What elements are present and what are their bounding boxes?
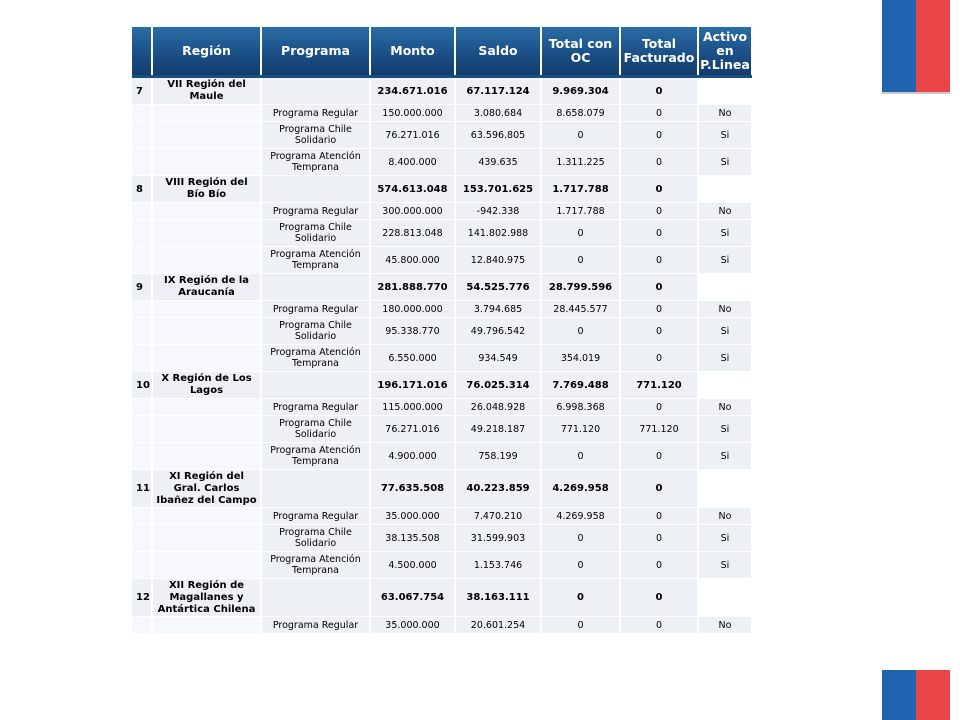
program-monto: 6.550.000: [370, 345, 455, 372]
program-saldo: 26.048.928: [455, 399, 541, 416]
header-total-facturado: Total Facturado: [620, 27, 698, 75]
program-activo: Si: [698, 552, 752, 579]
program-activo: Si: [698, 525, 752, 552]
program-total-oc: 0: [541, 220, 620, 247]
program-total-facturado: 0: [620, 247, 698, 274]
program-monto: 8.400.000: [370, 149, 455, 176]
budget-table-container: [132, 27, 752, 634]
region-monto: 63.067.754: [370, 579, 455, 617]
region-total-oc: 28.799.596: [541, 274, 620, 301]
program-total-oc: 0: [541, 247, 620, 274]
region-activo: [698, 274, 752, 301]
header-saldo: Saldo: [455, 27, 541, 75]
program-activo: Si: [698, 416, 752, 443]
program-total-facturado: 0: [620, 508, 698, 525]
program-saldo: 31.599.903: [455, 525, 541, 552]
program-row: [132, 508, 752, 525]
region-row: [132, 274, 752, 301]
program-total-facturado: 0: [620, 301, 698, 318]
program-activo: No: [698, 301, 752, 318]
region-num: 12: [132, 579, 152, 617]
program-row: [132, 443, 752, 470]
region-row: [132, 78, 752, 105]
program-num-blank: [132, 525, 152, 552]
region-row: [132, 470, 752, 508]
region-total-facturado: 0: [620, 176, 698, 203]
program-saldo: 49.796.542: [455, 318, 541, 345]
region-monto: 234.671.016: [370, 78, 455, 105]
table-body: [132, 78, 752, 634]
program-monto: 115.000.000: [370, 399, 455, 416]
program-monto: 76.271.016: [370, 416, 455, 443]
program-region-blank: [152, 301, 261, 318]
program-monto: 38.135.508: [370, 525, 455, 552]
region-row: [132, 579, 752, 617]
program-monto: 45.800.000: [370, 247, 455, 274]
program-activo: No: [698, 508, 752, 525]
program-total-oc: 0: [541, 552, 620, 579]
program-region-blank: [152, 220, 261, 247]
budget-table: [132, 27, 753, 634]
program-total-facturado: 0: [620, 149, 698, 176]
region-total-facturado: 0: [620, 579, 698, 617]
program-name: Programa Regular: [261, 203, 370, 220]
program-num-blank: [132, 247, 152, 274]
header-activo: Activo en P.Linea: [698, 27, 752, 75]
region-activo: [698, 78, 752, 105]
program-name: Programa Atención Temprana: [261, 345, 370, 372]
region-name: VIII Región del Bío Bío: [152, 176, 261, 203]
program-region-blank: [152, 149, 261, 176]
program-total-facturado: 0: [620, 617, 698, 634]
program-name: Programa Atención Temprana: [261, 149, 370, 176]
program-activo: Si: [698, 443, 752, 470]
program-num-blank: [132, 318, 152, 345]
program-region-blank: [152, 345, 261, 372]
region-num: 8: [132, 176, 152, 203]
program-monto: 35.000.000: [370, 617, 455, 634]
program-saldo: -942.338: [455, 203, 541, 220]
program-total-facturado: 0: [620, 552, 698, 579]
program-region-blank: [152, 247, 261, 274]
program-total-facturado: 0: [620, 399, 698, 416]
flag-decoration-bottom: [882, 670, 950, 720]
program-total-facturado: 0: [620, 105, 698, 122]
program-region-blank: [152, 443, 261, 470]
program-name: Programa Atención Temprana: [261, 552, 370, 579]
program-region-blank: [152, 318, 261, 345]
program-total-facturado: 0: [620, 525, 698, 552]
program-monto: 35.000.000: [370, 508, 455, 525]
program-monto: 4.500.000: [370, 552, 455, 579]
region-name: XII Región de Magallanes y Antártica Chilena: [152, 579, 261, 617]
region-saldo: 54.525.776: [455, 274, 541, 301]
program-saldo: 439.635: [455, 149, 541, 176]
program-total-oc: 1.717.788: [541, 203, 620, 220]
region-activo: [698, 579, 752, 617]
program-activo: Si: [698, 247, 752, 274]
program-name: Programa Regular: [261, 399, 370, 416]
region-monto: 77.635.508: [370, 470, 455, 508]
program-saldo: 141.802.988: [455, 220, 541, 247]
program-row: [132, 416, 752, 443]
program-name: Programa Chile Solidario: [261, 525, 370, 552]
region-saldo: 38.163.111: [455, 579, 541, 617]
program-row: [132, 399, 752, 416]
program-row: [132, 525, 752, 552]
program-total-oc: 0: [541, 617, 620, 634]
program-total-oc: 0: [541, 525, 620, 552]
region-total-oc: 1.717.788: [541, 176, 620, 203]
program-region-blank: [152, 552, 261, 579]
program-region-blank: [152, 203, 261, 220]
program-region-blank: [152, 399, 261, 416]
region-activo: [698, 372, 752, 399]
program-total-oc: 1.311.225: [541, 149, 620, 176]
program-num-blank: [132, 443, 152, 470]
region-num: 9: [132, 274, 152, 301]
program-name: Programa Regular: [261, 105, 370, 122]
header-total-oc: Total con OC: [541, 27, 620, 75]
region-total-oc: 4.269.958: [541, 470, 620, 508]
program-row: [132, 122, 752, 149]
program-total-facturado: 0: [620, 203, 698, 220]
program-saldo: 63.596.805: [455, 122, 541, 149]
region-row: [132, 176, 752, 203]
program-saldo: 934.549: [455, 345, 541, 372]
program-name: Programa Regular: [261, 508, 370, 525]
program-saldo: 3.080.684: [455, 105, 541, 122]
program-activo: Si: [698, 220, 752, 247]
program-num-blank: [132, 122, 152, 149]
region-total-facturado: 0: [620, 470, 698, 508]
program-monto: 300.000.000: [370, 203, 455, 220]
region-saldo: 67.117.124: [455, 78, 541, 105]
program-saldo: 3.794.685: [455, 301, 541, 318]
program-row: [132, 203, 752, 220]
program-monto: 228.813.048: [370, 220, 455, 247]
region-num: 10: [132, 372, 152, 399]
program-activo: No: [698, 105, 752, 122]
program-row: [132, 552, 752, 579]
program-num-blank: [132, 220, 152, 247]
region-programa: [261, 579, 370, 617]
region-row: [132, 372, 752, 399]
program-row: [132, 301, 752, 318]
program-saldo: 1.153.746: [455, 552, 541, 579]
region-programa: [261, 470, 370, 508]
program-name: Programa Atención Temprana: [261, 443, 370, 470]
program-num-blank: [132, 203, 152, 220]
region-programa: [261, 372, 370, 399]
region-name: XI Región del Gral. Carlos Ibañez del Campo: [152, 470, 261, 508]
program-total-facturado: 0: [620, 345, 698, 372]
program-total-oc: 8.658.079: [541, 105, 620, 122]
program-region-blank: [152, 416, 261, 443]
program-num-blank: [132, 345, 152, 372]
region-programa: [261, 176, 370, 203]
program-activo: No: [698, 203, 752, 220]
header-programa: Programa: [261, 27, 370, 75]
program-monto: 4.900.000: [370, 443, 455, 470]
program-total-facturado: 0: [620, 220, 698, 247]
program-activo: Si: [698, 149, 752, 176]
program-row: [132, 247, 752, 274]
program-name: Programa Chile Solidario: [261, 416, 370, 443]
program-total-oc: 0: [541, 122, 620, 149]
program-total-oc: 0: [541, 443, 620, 470]
program-name: Programa Chile Solidario: [261, 122, 370, 149]
program-activo: No: [698, 399, 752, 416]
region-activo: [698, 470, 752, 508]
program-total-facturado: 0: [620, 318, 698, 345]
program-name: Programa Regular: [261, 301, 370, 318]
program-row: [132, 318, 752, 345]
program-row: [132, 345, 752, 372]
program-activo: Si: [698, 122, 752, 149]
region-monto: 574.613.048: [370, 176, 455, 203]
program-region-blank: [152, 508, 261, 525]
program-monto: 76.271.016: [370, 122, 455, 149]
program-total-oc: 6.998.368: [541, 399, 620, 416]
region-programa: [261, 78, 370, 105]
program-total-oc: 4.269.958: [541, 508, 620, 525]
region-num: 11: [132, 470, 152, 508]
region-total-facturado: 0: [620, 78, 698, 105]
program-num-blank: [132, 105, 152, 122]
region-name: X Región de Los Lagos: [152, 372, 261, 399]
program-total-oc: 28.445.577: [541, 301, 620, 318]
header-monto: Monto: [370, 27, 455, 75]
header-num: [132, 27, 152, 75]
region-total-oc: 9.969.304: [541, 78, 620, 105]
program-saldo: 7.470.210: [455, 508, 541, 525]
region-total-facturado: 0: [620, 274, 698, 301]
program-activo: Si: [698, 345, 752, 372]
program-activo: Si: [698, 318, 752, 345]
program-saldo: 758.199: [455, 443, 541, 470]
program-saldo: 20.601.254: [455, 617, 541, 634]
program-total-facturado: 771.120: [620, 416, 698, 443]
program-total-oc: 354.019: [541, 345, 620, 372]
region-monto: 281.888.770: [370, 274, 455, 301]
program-num-blank: [132, 399, 152, 416]
region-monto: 196.171.016: [370, 372, 455, 399]
program-num-blank: [132, 301, 152, 318]
program-region-blank: [152, 617, 261, 634]
program-row: [132, 149, 752, 176]
region-total-oc: 0: [541, 579, 620, 617]
program-region-blank: [152, 105, 261, 122]
program-saldo: 49.218.187: [455, 416, 541, 443]
program-monto: 150.000.000: [370, 105, 455, 122]
program-total-oc: 771.120: [541, 416, 620, 443]
region-saldo: 153.701.625: [455, 176, 541, 203]
program-total-facturado: 0: [620, 443, 698, 470]
program-num-blank: [132, 508, 152, 525]
region-name: VII Región del Maule: [152, 78, 261, 105]
program-name: Programa Chile Solidario: [261, 220, 370, 247]
region-num: 7: [132, 78, 152, 105]
program-saldo: 12.840.975: [455, 247, 541, 274]
region-saldo: 40.223.859: [455, 470, 541, 508]
program-row: [132, 220, 752, 247]
table-header-row: [132, 27, 752, 75]
region-activo: [698, 176, 752, 203]
program-row: [132, 105, 752, 122]
program-num-blank: [132, 416, 152, 443]
program-name: Programa Chile Solidario: [261, 318, 370, 345]
program-num-blank: [132, 617, 152, 634]
header-region: Región: [152, 27, 261, 75]
program-activo: No: [698, 617, 752, 634]
program-monto: 95.338.770: [370, 318, 455, 345]
region-saldo: 76.025.314: [455, 372, 541, 399]
region-total-facturado: 771.120: [620, 372, 698, 399]
program-total-facturado: 0: [620, 122, 698, 149]
region-name: IX Región de la Araucanía: [152, 274, 261, 301]
program-total-oc: 0: [541, 318, 620, 345]
program-row: [132, 617, 752, 634]
program-region-blank: [152, 122, 261, 149]
program-region-blank: [152, 525, 261, 552]
program-num-blank: [132, 552, 152, 579]
flag-decoration-top: [882, 0, 950, 92]
region-total-oc: 7.769.488: [541, 372, 620, 399]
region-programa: [261, 274, 370, 301]
program-num-blank: [132, 149, 152, 176]
program-name: Programa Atención Temprana: [261, 247, 370, 274]
program-monto: 180.000.000: [370, 301, 455, 318]
program-name: Programa Regular: [261, 617, 370, 634]
